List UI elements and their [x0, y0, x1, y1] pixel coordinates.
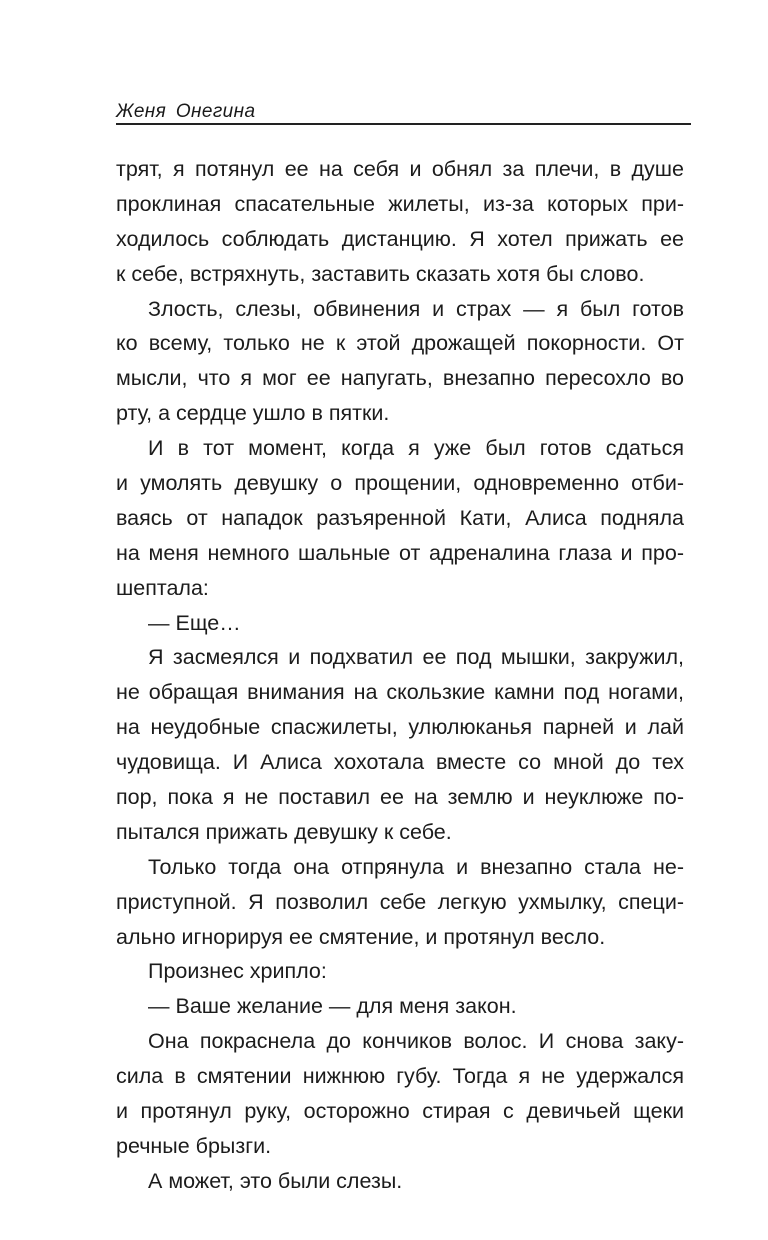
text-line: шептала:	[116, 575, 209, 600]
text-line: И в тот момент, когда я уже был готов сдаться	[148, 436, 684, 461]
text-line: Злость, слезы, обвинения и страх — я был готов	[148, 296, 684, 321]
text-line: Я засмеялся и подхватил ее под мышки, закружил,	[148, 645, 684, 670]
text-line: не обращая внимания на скользкие камни под ногами,	[116, 680, 684, 705]
paragraph	[116, 1164, 684, 1199]
paragraph	[116, 850, 684, 955]
text-line: проклиная спасательные жилеты, из-за которых при-	[116, 191, 684, 216]
running-head-author: Женя Онегина	[116, 101, 256, 122]
text-line: чудовища. И Алиса хохотала вместе со мной до тех	[116, 750, 684, 775]
text-line: и протянул руку, осторожно стирая с девичьей щеки	[116, 1099, 684, 1124]
text-line: Она покраснела до кончиков волос. И снова заку-	[148, 1029, 684, 1054]
paragraph	[116, 989, 684, 1024]
text-line: пытался прижать девушку к себе.	[116, 819, 452, 844]
text-line: к себе, встряхнуть, заставить сказать хотя бы слово.	[116, 261, 645, 286]
text-line: А может, это были слезы.	[148, 1168, 403, 1193]
text-line: ходилось соблюдать дистанцию. Я хотел прижать ее	[116, 226, 684, 251]
text-line: и умолять девушку о прощении, одновременно отби-	[116, 471, 684, 496]
page-header	[116, 100, 691, 130]
paragraph	[116, 292, 684, 432]
paragraph	[116, 152, 684, 292]
body-text	[116, 152, 684, 1199]
text-line: приступной. Я позволил себе легкую ухмылку, специ-	[116, 889, 684, 914]
paragraph	[116, 606, 684, 641]
paragraph	[116, 431, 684, 605]
text-line: речные брызги.	[116, 1133, 272, 1158]
text-line: сила в смятении нижнюю губу. Тогда я не удержался	[116, 1064, 684, 1089]
text-line: рту, а сердце ушло в пятки.	[116, 401, 390, 426]
text-line: — Еще…	[148, 610, 241, 635]
paragraph	[116, 954, 684, 989]
text-line: Произнес хрипло:	[148, 959, 327, 984]
text-line: на неудобные спасжилеты, улюлюканья парней и лай	[116, 715, 684, 740]
text-line: Только тогда она отпрянула и внезапно стала не-	[148, 854, 684, 879]
text-line: — Ваше желание — для меня закон.	[148, 994, 517, 1019]
paragraph	[116, 1024, 684, 1164]
text-line: мысли, что я мог ее напугать, внезапно пересохло во	[116, 366, 684, 391]
text-line: ко всему, только не к этой дрожащей покорности. От	[116, 331, 684, 356]
text-line: пор, пока я не поставил ее на землю и неуклюже по-	[116, 785, 684, 810]
text-line: на меня немного шальные от адреналина глаза и про-	[116, 540, 684, 565]
text-line: ваясь от нападок разъяренной Кати, Алиса подняла	[116, 505, 684, 530]
text-line: трят, я потянул ее на себя и обнял за плечи, в душе	[116, 157, 684, 181]
header-rule	[116, 123, 691, 125]
text-line: ально игнорируя ее смятение, и протянул весло.	[116, 924, 606, 949]
paragraph	[116, 640, 684, 849]
